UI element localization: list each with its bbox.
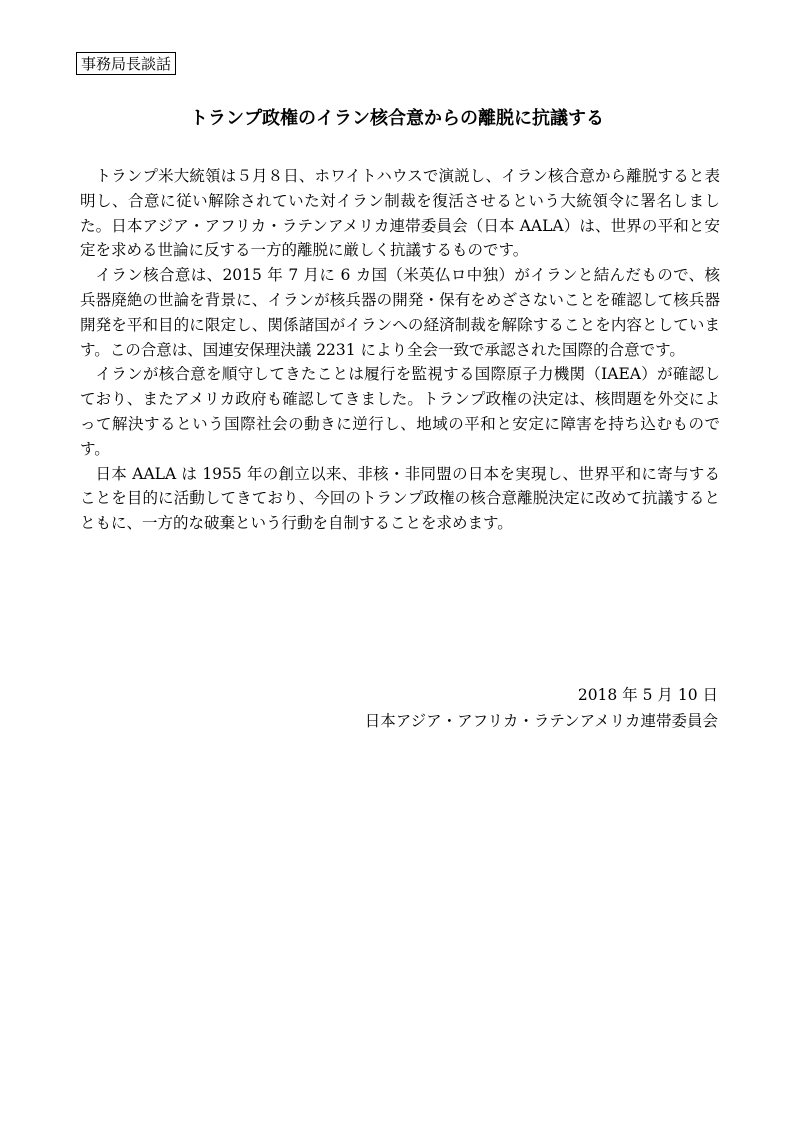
document-title: トランプ政権のイラン核合意からの離脱に抗議する (190, 108, 604, 129)
organization-name: 日本アジア・アフリカ・ラテンアメリカ連帯委員会 (364, 712, 718, 730)
signature-block (365, 682, 718, 734)
document-label: 事務局長談話 (76, 52, 176, 75)
statement-body (80, 164, 720, 536)
paragraph-3: イランが核合意を順守してきたことは履行を監視する国際原子力機関（IAEA）が確認しており、またアメリカ政府も確認してきました。トランプ政権の決定は、核問題を外交によって解決するという国際社会の動きに逆行し、地域の平和と安定に障害を持ち込むものです。 (80, 365, 720, 458)
statement-date: 2018 年 5 月 10 日 (577, 686, 718, 704)
paragraph-2: イラン核合意は、2015 年 7 月に 6 カ国（米英仏ロ中独）がイランと結んだもので、核兵器廃絶の世論を背景に、イランが核兵器の開発・保有をめざさないことを確認して核兵器開発を平和目的に限定し、関係諸国がイランへの経済制裁を解除することを内容としています。この合意は、国連安保理決議 2231 により全会一致で承認された国際的合意です。 (80, 266, 720, 359)
paragraph-1: トランプ米大統領は５月８日、ホワイトハウスで演説し、イラン核合意から離脱すると表明し、合意に従い解除されていた対イラン制裁を復活させるという大統領令に署名しました。日本アジア・アフリカ・ラテンアメリカ連帯委員会（日本 AALA）は、世界の平和と安定を求める世論に反する一方的離脱に厳しく抗議するものです。 (80, 167, 720, 260)
paragraph-4: 日本 AALA は 1955 年の創立以来、非核・非同盟の日本を実現し、世界平和に寄与することを目的に活動してきており、今回のトランプ政権の核合意離脱決定に改めて抗議するとともに、一方的な破棄という行動を自制することを求めます。 (80, 464, 720, 533)
